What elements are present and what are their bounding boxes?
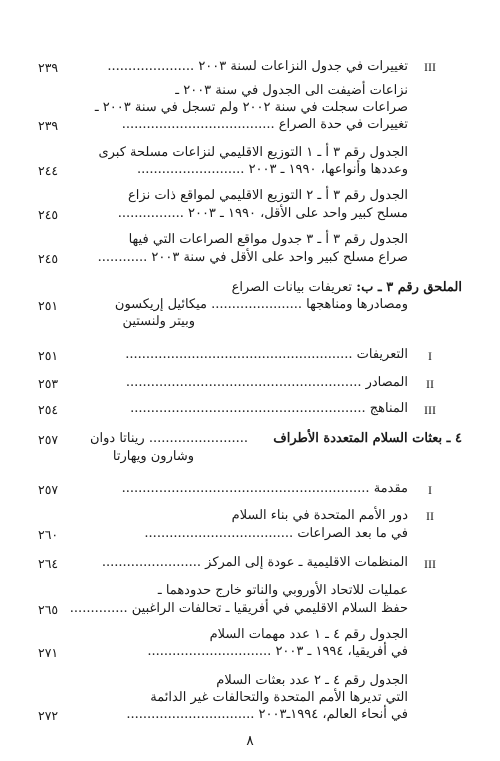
toc-entry-line: في ما بعد الصراعات .................................... xyxy=(144,526,408,541)
page-ref: ٢٦٤ xyxy=(38,556,59,571)
page-ref: ٢٤٥ xyxy=(38,251,59,266)
toc-entry-line: تعريفات بيانات الصراع xyxy=(231,280,352,295)
section-numeral: III xyxy=(424,60,436,74)
page-ref: ٢٥٤ xyxy=(38,402,59,417)
section-numeral: I xyxy=(428,349,432,363)
page-ref: ٢٤٥ xyxy=(38,207,59,222)
page-ref: ٢٥٧ xyxy=(38,432,59,447)
toc-entry-line: الجدول رقم ٤ ـ ٢ عدد بعثات السلام xyxy=(216,673,408,688)
toc-entry-line: وعددها وأنواعها، ١٩٩٠ ـ ٢٠٠٣ .......................... xyxy=(136,162,408,177)
toc-entry-line: الجدول رقم ٣ أ ـ ١ التوزيع الاقليمي لنزاعات مسلحة كبرى xyxy=(98,145,408,160)
page-ref: ٢٦٥ xyxy=(38,602,59,617)
page-ref: ٢٤٤ xyxy=(38,163,59,178)
section-numeral: II xyxy=(426,509,434,523)
toc-entry-line: صراع مسلح كبير واحد على الأقل في سنة ٢٠٠٣ ............ xyxy=(97,250,408,265)
toc-entry-line: مسلح كبير واحد على الأقل، ١٩٩٠ ـ ٢٠٠٣ ................ xyxy=(117,206,408,221)
page-ref: ٢٦٠ xyxy=(38,527,59,542)
toc-entry-line: عمليات للاتحاد الأوروبي والناتو خارج حدودهما ـ xyxy=(157,583,408,598)
page-number: ٨ xyxy=(246,733,254,749)
toc-entry-line: حفظ السلام الاقليمي في أفريقيا ـ تحالفات الراغبين .............. xyxy=(69,601,408,616)
page-ref: ٢٥١ xyxy=(38,298,59,313)
toc-entry-line: المنظمات الاقليمية ـ عودة إلى المركز ........................ xyxy=(101,555,408,570)
toc-entry-line: نزاعات أضيفت الى الجدول في سنة ٢٠٠٣ ـ xyxy=(175,83,408,98)
toc-entry-line: الجدول رقم ٣ أ ـ ٣ جدول مواقع الصراعات التي فيها xyxy=(128,232,408,247)
page-ref: ٢٣٩ xyxy=(38,60,59,75)
section-numeral: III xyxy=(424,557,436,571)
page-ref: ٢٥٣ xyxy=(38,376,59,391)
section-numeral: III xyxy=(424,403,436,417)
chapter-heading: ٤ ـ بعثات السلام المتعددة الأطراف xyxy=(273,431,462,446)
toc-entry-line: تغييرات في حدة الصراع ..................................... xyxy=(121,117,408,132)
section-numeral: II xyxy=(426,377,434,391)
toc-entry-line: صراعات سجلت في سنة ٢٠٠٢ ولم تسجل في سنة ٢٠٠٣ ـ xyxy=(94,100,408,115)
toc-entry-line: تغييرات في جدول النزاعات لسنة ٢٠٠٣ ..................... xyxy=(107,59,408,74)
toc-entry-line: في أنحاء العالم، ١٩٩٤ـ٢٠٠٣ ............................... xyxy=(126,707,408,722)
toc-entry-line: الجدول رقم ٣ أ ـ ٢ التوزيع الاقليمي لمواقع ذات نزاع xyxy=(128,188,408,203)
author-line: ........................ ريناتا دوان xyxy=(89,431,248,446)
toc-entry-line: الجدول رقم ٤ ـ ١ عدد مهمات السلام xyxy=(209,627,408,642)
toc-entry-line: دور الأمم المتحدة في بناء السلام xyxy=(231,508,408,523)
toc-entry-line: ومصادرها ومناهجها ...................... ميكائيل إريكسون xyxy=(114,297,408,312)
toc-entry-line: التعريفات ....................................................... xyxy=(125,347,408,362)
page-ref: ٢٥١ xyxy=(38,348,59,363)
toc-entry-line: مقدمة ............................................................ xyxy=(121,481,408,496)
page-ref: ٢٧١ xyxy=(38,645,59,660)
appendix-heading: الملحق رقم ٣ ـ ب: xyxy=(356,280,462,295)
author-line: وبيتر ولنستين xyxy=(122,314,195,329)
toc-entry-line: المناهج ......................................................... xyxy=(130,401,408,416)
page-ref: ٢٥٧ xyxy=(38,482,59,497)
page-ref: ٢٣٩ xyxy=(38,118,59,133)
author-line: وشارون ويهارتا xyxy=(112,449,194,464)
section-numeral: I xyxy=(428,483,432,497)
toc-entry-line: في أفريقيا، ١٩٩٤ ـ ٢٠٠٣ .............................. xyxy=(147,644,408,659)
toc-entry-line: التي تديرها الأمم المتحدة والتحالفات غير الدائمة xyxy=(150,690,408,705)
toc-entry-line: المصادر ......................................................... xyxy=(125,375,408,390)
page-ref: ٢٧٢ xyxy=(38,708,59,723)
